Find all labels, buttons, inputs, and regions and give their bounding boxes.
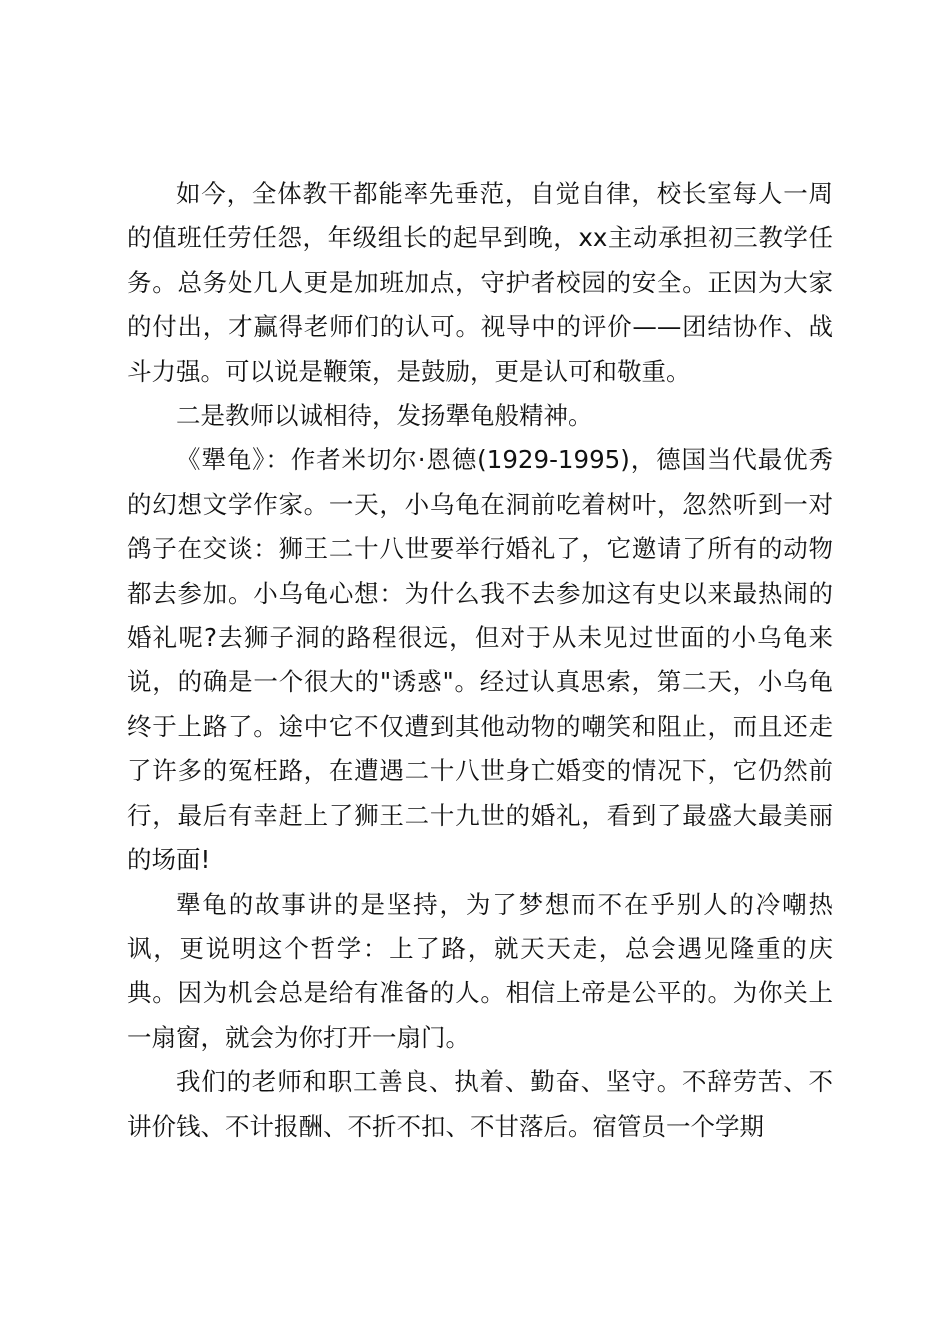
paragraph-heading-teachers: 二是教师以诚相待，发扬犟龟般精神。 — [176, 401, 593, 431]
paragraph-staff: 我们的老师和职工善良、执着、勤奋、坚守。不辞劳苦、不讲价钱、不计报酬、不折不扣、不甘落后。宿管员一个学期 — [127, 1067, 833, 1141]
paragraph-leaders: 如今，全体教干都能率先垂范，自觉自律，校长室每人一周的值班任劳任怨，年级组长的起早到晚，xx主动承担初三教学任务。总务处几人更是加班加点，守护者校园的安全。正因为大家的付出，才赢得老师们的认可。视导中的评价——团结协作、战斗力强。可以说是鞭策，是鼓励，更是认可和敬重。 — [127, 179, 833, 386]
paragraph-stubborn-turtle-story: 《犟龟》：作者米切尔·恩德(1929-1995)，德国当代最优秀的幻想文学作家。一天，小乌龟在洞前吃着树叶，忽然听到一对鸽子在交谈：狮王二十八世要举行婚礼了，它邀请了所有的动物都去参加。小乌龟心想：为什么我不去参加这有史以来最热闹的婚礼呢?去狮子洞的路程很远，但对于从未见过世面的小乌龟来说，的确是一个很大的"诱惑"。经过认真思索，第二天，小乌龟终于上路了。途中它不仅遭到其他动物的嘲笑和阻止，而且还走了许多的冤枉路，在遭遇二十八世身亡婚变的情况下，它仍然前行，最后有幸赶上了狮王二十九世的婚礼，看到了最盛大最美丽的场面! — [127, 445, 833, 875]
paragraph-story-moral: 犟龟的故事讲的是坚持，为了梦想而不在乎别人的冷嘲热讽，更说明这个哲学：上了路，就天天走，总会遇见隆重的庆典。因为机会总是给有准备的人。相信上帝是公平的。为你关上一扇窗，就会为你打开一扇门。 — [127, 889, 833, 1052]
document-body — [127, 172, 833, 1149]
